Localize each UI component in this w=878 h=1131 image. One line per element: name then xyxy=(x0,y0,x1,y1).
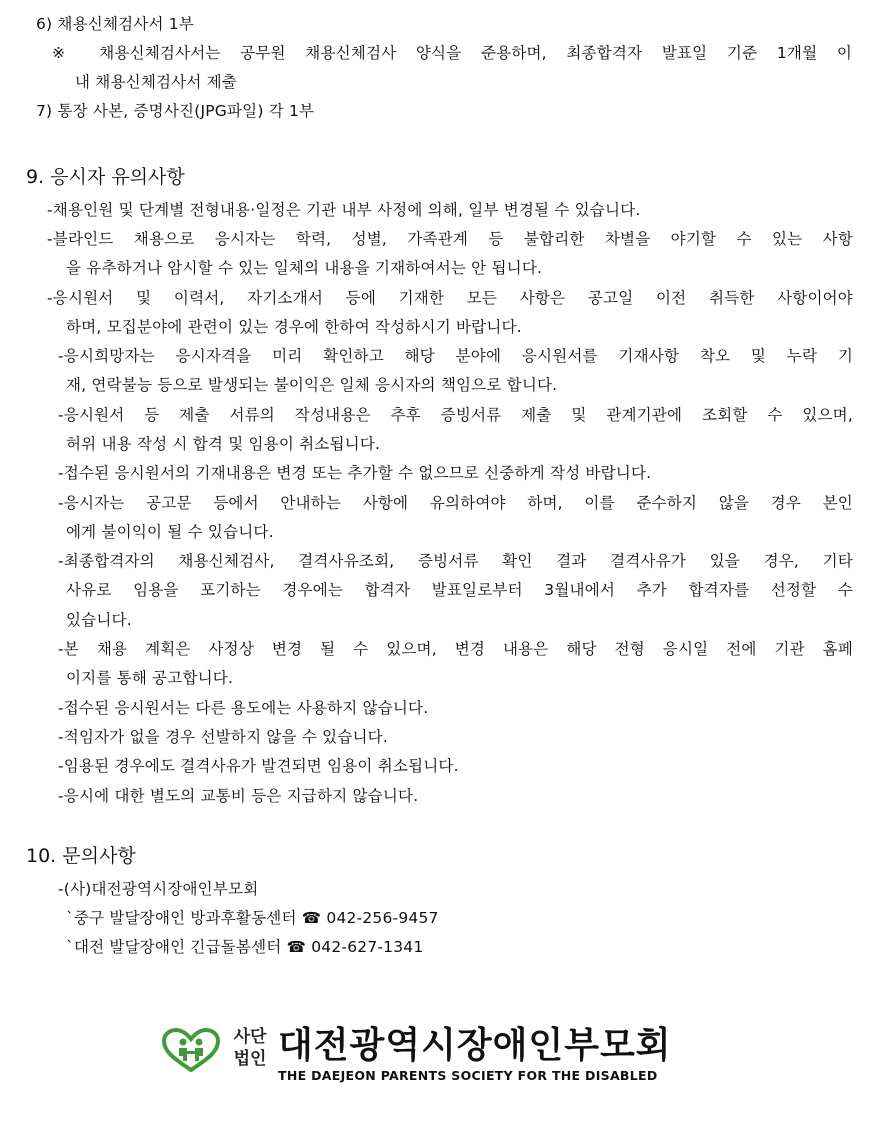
logo-name-korean: 대전광역시장애인부모회 xyxy=(278,1025,672,1066)
notice-line: -적임자가 없을 경우 선발하지 않을 수 있습니다. xyxy=(58,728,388,746)
contact-line-1: `중구 발달장애인 방과후활동센터 ☎ 042-256-9457 xyxy=(66,909,439,927)
logo-prefix-top: 사단 xyxy=(233,1027,267,1047)
section-10-title: 10. 문의사항 xyxy=(26,845,136,867)
heart-hands-logo-icon xyxy=(160,1028,222,1072)
notice-line: -응시자는 공고문 등에서 안내하는 사항에 유의하여야 하며, 이를 준수하지 않을 경우 본인 xyxy=(58,494,853,512)
notice-line: -블라인드 채용으로 응시자는 학력, 성별, 가족관계 등 불합리한 차별을 야기할 수 있는 사항 xyxy=(47,230,853,248)
notice-line: 을 유추하거나 암시할 수 있는 일체의 내용을 기재하여서는 안 됩니다. xyxy=(66,259,543,277)
notice-line: -응시원서 및 이력서, 자기소개서 등에 기재한 모든 사항은 공고일 이전 취득한 사항이어야 xyxy=(47,289,853,307)
logo-name-english: THE DAEJEON PARENTS SOCIETY FOR THE DISABLED xyxy=(278,1068,658,1083)
note-line-2: 내 채용신체검사서 제출 xyxy=(75,73,237,91)
notice-line: 허위 내용 작성 시 합격 및 임용이 취소됩니다. xyxy=(66,435,381,453)
notice-line: -본 채용 계획은 사정상 변경 될 수 있으며, 변경 내용은 해당 전형 응시일 전에 기관 홈페 xyxy=(58,640,853,658)
notice-line: -채용인원 및 단계별 전형내용·일정은 기관 내부 사정에 의해, 일부 변경될 수 있습니다. xyxy=(47,201,641,219)
item-7-text: 7) 통장 사본, 증명사진(JPG파일) 각 1부 xyxy=(36,102,315,120)
note-line-1: ※ 채용신체검사서는 공무원 채용신체검사 양식을 준용하며, 최종합격자 발표일 기준 1개월 이 xyxy=(52,44,852,62)
organization-logo xyxy=(160,1024,720,1086)
contact-line-2: `대전 발달장애인 긴급돌봄센터 ☎ 042-627-1341 xyxy=(66,938,424,956)
notice-line: 이지를 통해 공고합니다. xyxy=(66,669,234,687)
logo-prefix-bottom: 법인 xyxy=(233,1049,267,1069)
notice-line: -응시원서 등 제출 서류의 작성내용은 추후 증빙서류 제출 및 관계기관에 조회할 수 있으며, xyxy=(58,406,853,424)
notice-line: 에게 불이익이 될 수 있습니다. xyxy=(66,523,274,541)
notice-line: 재, 연락불능 등으로 발생되는 불이익은 일체 응시자의 책임으로 합니다. xyxy=(66,376,558,394)
notice-line: 있습니다. xyxy=(66,611,132,629)
notice-line: -접수된 응시원서는 다른 용도에는 사용하지 않습니다. xyxy=(58,699,429,717)
notice-line: -최종합격자의 채용신체검사, 결격사유조회, 증빙서류 확인 결과 결격사유가 있을 경우, 기타 xyxy=(58,552,853,570)
notice-line: -임용된 경우에도 결격사유가 발견되면 임용이 취소됩니다. xyxy=(58,757,459,775)
notice-line: -응시희망자는 응시자격을 미리 확인하고 해당 분야에 응시원서를 기재사항 착오 및 누락 기 xyxy=(58,347,853,365)
item-6-text: 6) 채용신체검사서 1부 xyxy=(36,15,195,33)
notice-line: -응시에 대한 별도의 교통비 등은 지급하지 않습니다. xyxy=(58,787,419,805)
notice-line: 하며, 모집분야에 관련이 있는 경우에 한하여 작성하시기 바랍니다. xyxy=(66,318,522,336)
logo-prefix xyxy=(230,1026,270,1070)
contact-org: -(사)대전광역시장애인부모회 xyxy=(58,880,259,898)
notice-line: 사유로 임용을 포기하는 경우에는 합격자 발표일로부터 3월내에서 추가 합격자를 선정할 수 xyxy=(66,581,853,599)
section-9-title: 9. 응시자 유의사항 xyxy=(26,166,185,188)
notice-line: -접수된 응시원서의 기재내용은 변경 또는 추가할 수 없으므로 신중하게 작성 바랍니다. xyxy=(58,464,652,482)
